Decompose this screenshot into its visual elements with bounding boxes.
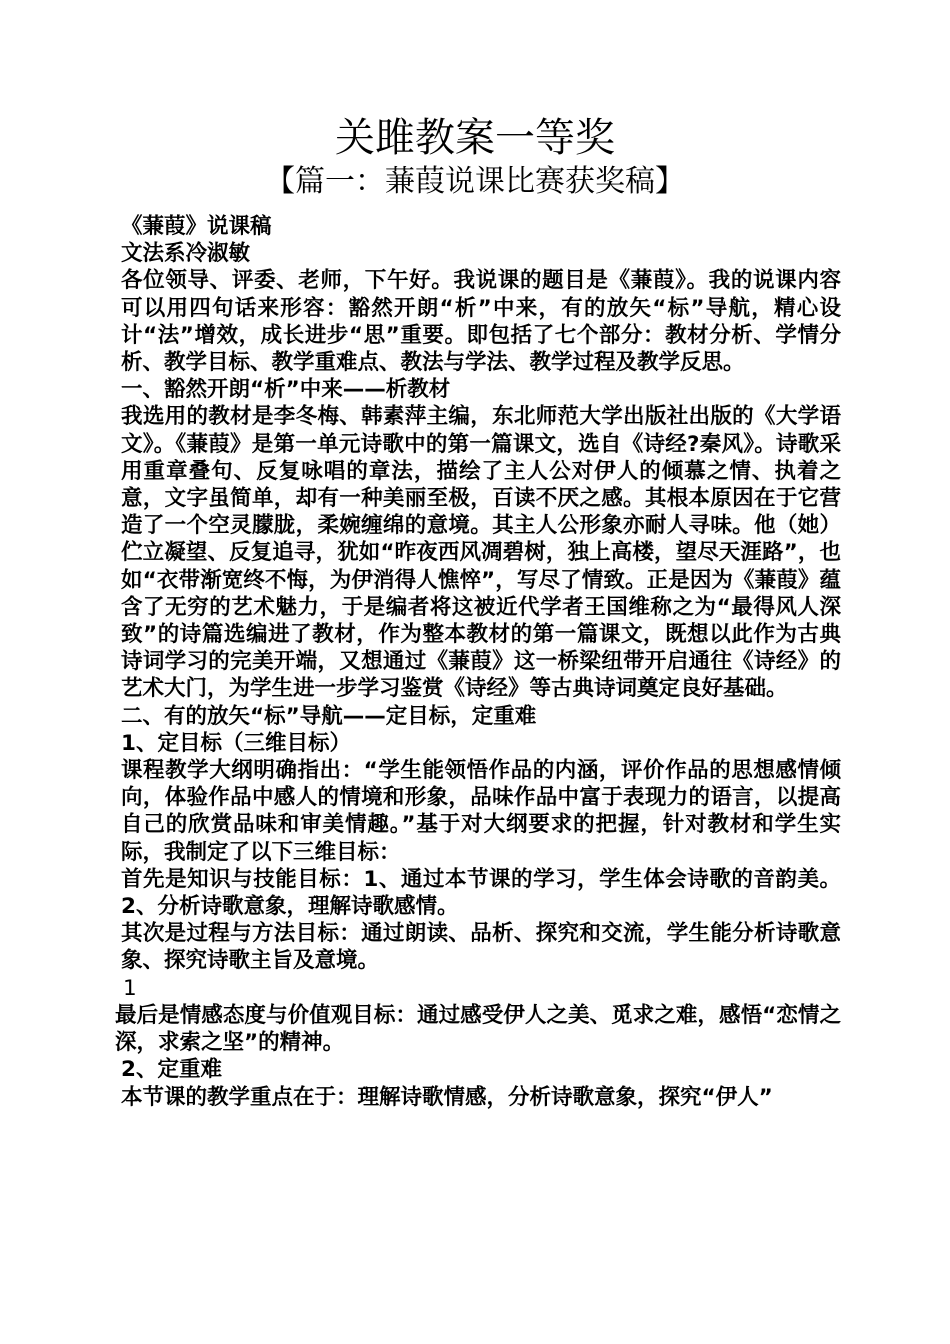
- paragraph-key-points: 本节课的教学重点在于：理解诗歌情感，分析诗歌意象，探究“伊人”: [121, 1084, 773, 1110]
- paragraph-textbook: 我选用的教材是李冬梅、韩素萍主编，东北师范大学出版社出版的《大学语文》。《蒹葭》是第一单元诗歌中的第一篇课文，选自《诗经?秦风》。诗歌采用重章叠句、反复咏唱的章法，描绘了主人公对伊人的倾慕之情、执着之意，文字虽简单，却有一种美丽至极，百读不厌之感。其根本原因在于它营造了一个空灵朦胧，柔婉缠绵的意境。其主人公形象亦耐人寻味。他（她）伫立凝望、反复追寻，犹如“昨夜西风凋碧树，独上高楼，望尽天涯路”，也如“衣带渐宽终不悔，为伊消得人憔悴”，写尽了情致。正是因为《蒹葭》蕴含了无穷的艺术魅力，于是编者将这被近代学者王国维称之为“最得风人深致”的诗篇选编进了教材，作为整本教材的第一篇课文，既想以此作为古典诗词学习的完美开端，又想通过《蒹葭》这一桥梁纽带开启通往《诗经》的艺术大门，为学生进一步学习鉴赏《诗经》等古典诗词奠定良好基础。: [121, 404, 841, 702]
- section-heading-1: 一、豁然开朗“析”中来——析教材: [121, 377, 451, 403]
- subheading-key-points: 2、定重难: [121, 1057, 222, 1083]
- paragraph-goal-emotion: 最后是情感态度与价值观目标：通过感受伊人之美、觅求之难，感悟“恋情之深，求索之坚”的精神。: [115, 1002, 841, 1056]
- paragraph-author: 文法系冷淑敏: [121, 241, 251, 267]
- page-number: 1: [123, 975, 137, 1001]
- paragraph-syllabus: 课程教学大纲明确指出：“学生能领悟作品的内涵，评价作品的思想感情倾向，体验作品中感人的情境和形象，品味作品中富于表现力的语言，以提高自己的欣赏品味和审美情趣。”基于对大纲要求的把握，针对教材和学生实际，我制定了以下三维目标：: [121, 758, 841, 865]
- document-title: 关雎教案一等奖: [335, 115, 615, 161]
- paragraph-goal-knowledge: 首先是知识与技能目标：1、通过本节课的学习，学生体会诗歌的音韵美。2、分析诗歌意象，理解诗歌感情。: [121, 866, 841, 920]
- paragraph-goal-process: 其次是过程与方法目标：通过朗读、品析、探究和交流，学生能分析诗歌意象、探究诗歌主旨及意境。: [121, 921, 841, 974]
- paragraph-intro: 各位领导、评委、老师，下午好。我说课的题目是《蒹葭》。我的说课内容可以用四句话来形容：豁然开朗“析”中来，有的放矢“标”导航，精心设计“法”增效，成长进步“思”重要。即包括了七个部分：教材分析、学情分析、教学目标、教学重难点、教法与学法、教学过程及教学反思。: [121, 268, 841, 376]
- paragraph-heading-title: 《蒹葭》说课稿: [121, 214, 272, 239]
- document-body: [115, 213, 841, 1111]
- document-subtitle: 【篇一：蒹葭说课比赛获奖稿】: [265, 164, 685, 199]
- subheading-goals: 1、定目标（三维目标）: [121, 730, 351, 756]
- section-heading-2: 二、有的放矢“标”导航——定目标，定重难: [121, 703, 537, 729]
